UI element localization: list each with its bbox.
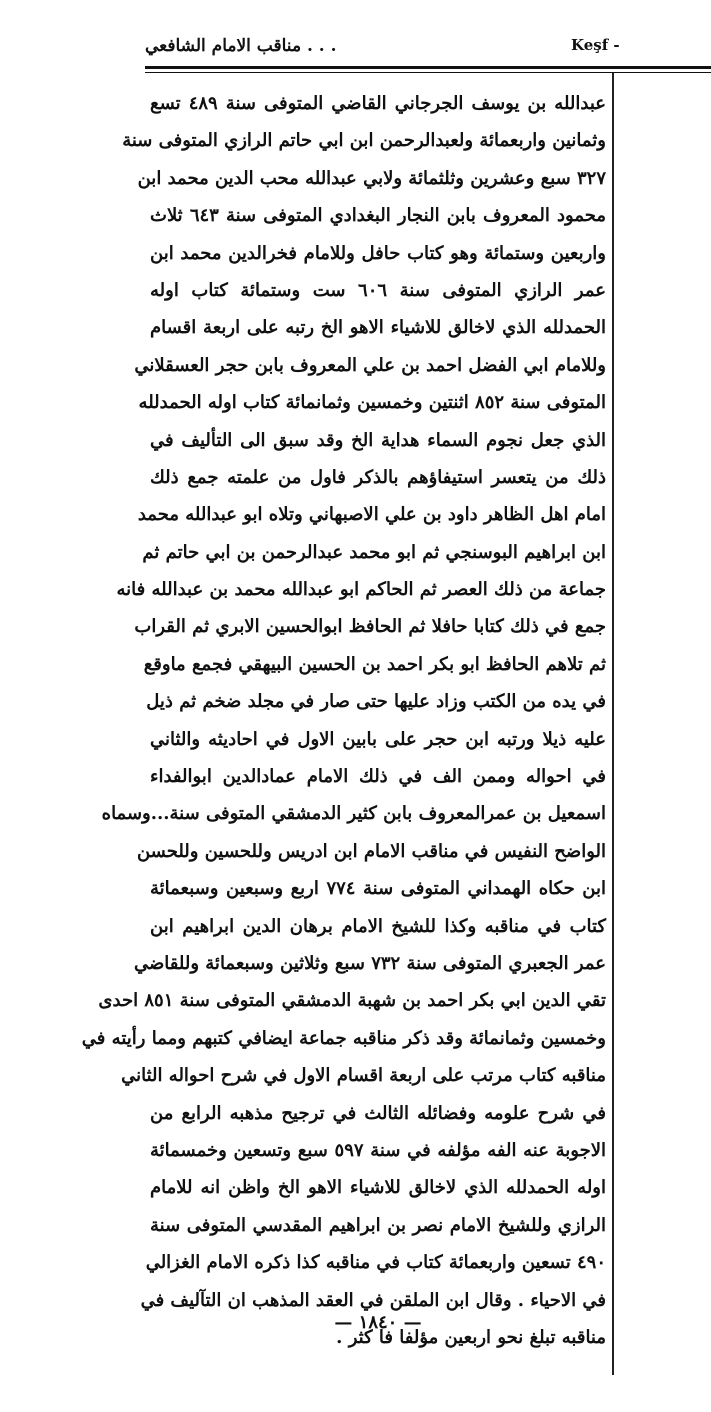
text-line: وخمسين وثمانمائة وقد ذكر مناقبه جماعة ايضافي كتبهم ومما رأيته في xyxy=(81,1027,606,1049)
text-line: في يده من الكتب وزاد عليها حتى صار في مجلد ضخم ثم ذيل xyxy=(146,691,606,713)
text-line: اوله الحمدلله الذي لاخالق للاشياء الاهو الخ واظن انه للامام xyxy=(150,1177,606,1199)
column-rule xyxy=(612,73,614,1375)
text-line: الواضح النفيس في مناقب الامام ابن ادريس وللحسين وللحسن xyxy=(136,840,606,862)
text-line: المتوفى سنة ٨٥٢ اثنتين وخمسين وثمانمائة كتاب اوله الحمدلله xyxy=(138,392,606,414)
text-line: الحمدلله الذي لاخالق للاشياء الاهو الخ رتبه على اربعة اقسام xyxy=(150,317,606,339)
text-line: ٤٩٠ تسعين واربعمائة كتاب في مناقبه كذا ذكره الامام الغزالي xyxy=(145,1252,606,1274)
text-line: ثم تلاهم الحافظ ابو بكر احمد بن الحسين البيهقي فجمع ماوقع xyxy=(143,653,606,675)
text-line: الرازي وللشيخ الامام نصر بن ابراهيم المقدسي المتوفى سنة xyxy=(150,1214,606,1236)
text-line: كتاب في مناقبه وكذا للشيخ الامام برهان الدين ابراهيم ابن xyxy=(150,915,606,937)
header-rule-thin xyxy=(145,72,711,73)
running-header xyxy=(145,30,711,66)
text-line: جماعة من ذلك العصر ثم الحاكم ابو عبدالله محمد بن عبدالله فانه xyxy=(116,579,606,601)
text-line: الذي جعل نجوم السماء هداية الخ وقد سبق الى التأليف في xyxy=(150,429,606,451)
text-line: مناقبه تبلغ نحو اربعين مؤلفا فا كثر . xyxy=(336,1326,606,1348)
header-rule-thick xyxy=(145,66,711,69)
text-line: اسمعيل بن عمرالمعروف بابن كثير الدمشقي المتوفى سنة...وسماه xyxy=(101,803,606,825)
text-line: عليه ذيلا ورتبه ابن حجر على بابين الاول في احاديثه والثاني xyxy=(150,728,606,750)
text-line: في احواله وممن الف في ذلك الامام عمادالدين ابوالفداء xyxy=(150,766,606,788)
text-line: مناقبه كتاب مرتب على اربعة اقسام الاول في شرح احواله الثاني xyxy=(121,1065,606,1087)
text-line: محمود المعروف بابن النجار البغدادي المتوفى سنة ٦٤٣ ثلاث xyxy=(150,205,606,227)
running-title: مناقب الامام الشافعي . . . xyxy=(145,36,337,56)
text-line: الاجوبة عنه الفه مؤلفه في سنة ٥٩٧ سبع وتسعين وخمسمائة xyxy=(150,1139,606,1161)
text-line: ابن حكاه الهمداني المتوفى سنة ٧٧٤ اربع وسبعين وسبعمائة xyxy=(150,878,606,900)
text-line: عمر الرازي المتوفى سنة ٦٠٦ ست وستمائة كتاب اوله xyxy=(150,279,606,301)
text-line: ٣٢٧ سبع وعشرين وثلثمائة ولابي عبدالله محب الدين محمد ابن xyxy=(137,167,606,189)
page-number: — ١٨٤٠ — xyxy=(334,1312,422,1333)
text-line: ابن ابراهيم البوسنجي ثم ابو محمد عبدالرحمن بن ابي حاتم ثم xyxy=(142,541,606,563)
text-line: تقي الدين ابي بكر احمد بن شهبة الدمشقي المتوفى سنة ٨٥١ احدى xyxy=(98,990,606,1012)
text-line: جمع في ذلك كتابا حافلا ثم الحافظ ابوالحسين الابري ثم القراب xyxy=(134,616,606,638)
text-line: في الاحياء . وقال ابن الملقن في العقد المذهب ان التآليف في xyxy=(140,1289,606,1311)
text-line: واربعين وستمائة وهو كتاب حافل وللامام فخرالدين محمد ابن xyxy=(150,242,606,264)
source-label: Keşf - xyxy=(571,36,620,54)
body-text xyxy=(81,85,607,1356)
text-line: وللامام ابي الفضل احمد بن علي المعروف بابن حجر العسقلاني xyxy=(134,354,606,376)
text-line: امام اهل الظاهر داود بن علي الاصبهاني وتلاه ابو عبدالله محمد xyxy=(137,504,606,526)
text-line: وثمانين واربعمائة ولعبدالرحمن ابن ابي حاتم الرازي المتوفى سنة xyxy=(122,130,606,152)
text-line: ذلك من يتعسر استيفاؤهم بالذكر فاول من علمته جمع ذلك xyxy=(150,466,606,488)
text-line: في شرح علومه وفضائله الثالث في ترجيح مذهبه الرابع من xyxy=(150,1102,606,1124)
text-line: عبدالله بن يوسف الجرجاني القاضي المتوفى سنة ٤٨٩ تسع xyxy=(150,93,607,114)
text-line: عمر الجعبري المتوفى سنة ٧٣٢ سبع وثلاثين وسبعمائة وللقاضي xyxy=(134,952,606,974)
